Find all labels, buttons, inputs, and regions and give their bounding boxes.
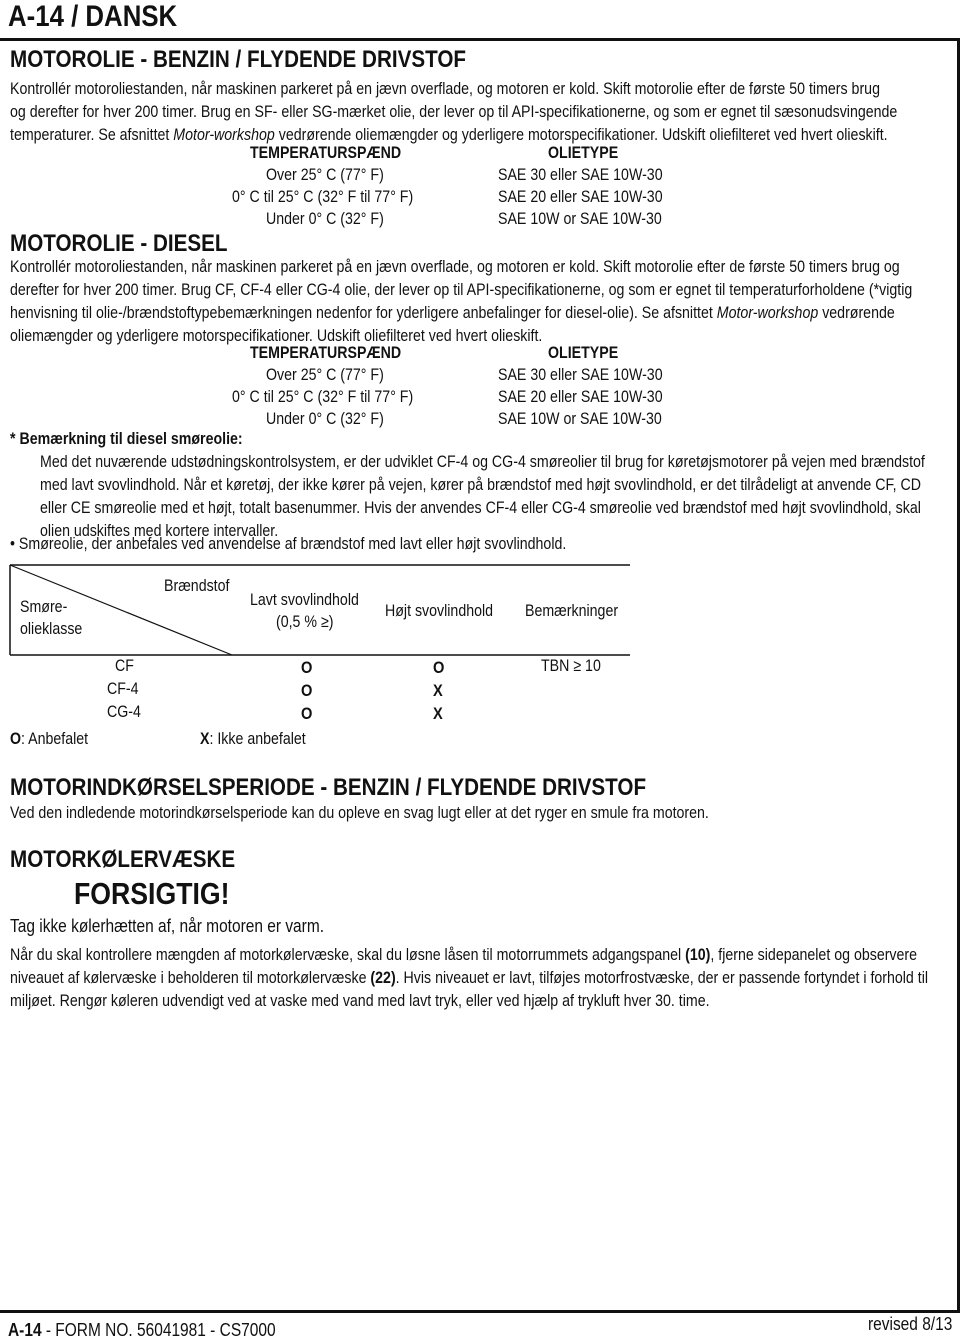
diesel-oil-line-2: derefter for hver 200 timer. Brug CF, CF-4 eller CG-4 olie, der lever op til API-specifikationerne, og som er egnet til temperaturforholdene (*vigtig (10, 281, 913, 299)
gasoline-oil-line-3-b: Se afsnittet (98, 126, 170, 144)
diesel-note-bullet: • Smøreolie, der anbefales ved anvendelse af brændstof med lavt eller højt svovlindhold. (10, 535, 567, 553)
diesel-note-line-4: olien udskiftes med kortere intervaller. (40, 522, 279, 540)
gasoline-oil-line-1: Kontrollér motoroliestanden, når maskinen parkeret på en jævn overflade, og motoren er kold. Skift motorolie efter de første 50 timers brug (10, 80, 880, 98)
gasoline-oil-heading: MOTOROLIE - BENZIN / FLYDENDE DRIVSTOF (10, 46, 467, 73)
page-title: A-14 / DANSK (8, 0, 178, 33)
coolant-ref-22: (22) (370, 969, 396, 987)
break-in-heading: MOTORINDKØRSELSPERIODE - BENZIN / FLYDENDE DRIVSTOF (10, 774, 647, 801)
legend-x-text: : Ikke anbefalet (209, 730, 306, 748)
coolant-line-1-a: Når du skal kontrollere mængden af motorkølervæske, skal du løsne låsen til motorrummets adgangspanel (10, 946, 682, 964)
diesel-note-line-1: Med det nuværende udstødningskontrolsystem, er der udviklet CF-4 og CG-4 smøreolier til brug for køretøjsmotorer på vejen med brændstof (40, 453, 925, 471)
sulfur-corner-fuel: Brændstof (164, 577, 230, 595)
gasoline-oil-workshop-ref: Motor-workshop (173, 126, 275, 144)
diesel-temp-header: TEMPERATURSPÆND (250, 344, 402, 362)
sulfur-row-3-high: X (433, 704, 443, 723)
coolant-line-1-b: , fjerne sidepanelet og observere (710, 946, 918, 964)
diesel-temp-row-2: 0° C til 25° C (32° F til 77° F) (232, 388, 414, 406)
caution-warning: Tag ikke kølerhætten af, når motoren er varm. (10, 916, 325, 936)
coolant-line-2-b: . Hvis niveauet er lavt, tilføjes motorfrostvæske, der er passende fortyndet i forhold til (395, 969, 929, 987)
legend-not-recommended (200, 730, 306, 749)
gasoline-temp-header: TEMPERATURSPÆND (250, 144, 402, 162)
coolant-line-3: miljøet. Rengør køleren udvendigt ved at vaske med vand med lavt tryk, eller ved hjælp af trykluft hver 30. time. (10, 992, 710, 1010)
sulfur-row-2-high: X (433, 681, 443, 700)
coolant-line-2-a: niveauet af kølervæske i beholderen til motorkølervæske (10, 969, 367, 987)
gasoline-temp-row-2: 0° C til 25° C (32° F til 77° F) (232, 188, 414, 206)
gasoline-oiltype-header: OLIETYPE (548, 144, 619, 162)
diesel-oil-row-2: SAE 20 eller SAE 10W-30 (498, 388, 663, 406)
gasoline-temp-row-1: Over 25° C (77° F) (266, 166, 384, 184)
gasoline-oil-row-3: SAE 10W or SAE 10W-30 (498, 210, 662, 228)
diesel-oil-row-1: SAE 30 eller SAE 10W-30 (498, 366, 663, 384)
legend-recommended (10, 730, 88, 749)
legend-o-key: O (10, 730, 22, 748)
footer-revised: revised 8/13 (868, 1314, 953, 1334)
diesel-oil-workshop-ref: Motor-workshop (716, 304, 819, 322)
diesel-oil-line-3-b: vedrørende (822, 304, 895, 322)
gasoline-oil-line-3-c: vedrørende oliemængder og yderligere motorspecifikationer. Udskift oliefilteret ved hvert olieskift. (278, 126, 888, 144)
sulfur-col-high: Højt svovlindhold (385, 602, 494, 620)
diesel-oiltype-header: OLIETYPE (548, 344, 619, 362)
diesel-oil-row-3: SAE 10W or SAE 10W-30 (498, 410, 662, 428)
diesel-temp-row-1: Over 25° C (77° F) (266, 366, 384, 384)
legend-o-text: : Anbefalet (21, 730, 89, 748)
diesel-note-heading: * Bemærkning til diesel smøreolie: (10, 430, 243, 448)
sulfur-col-low-2: (0,5 % ≥) (276, 613, 334, 631)
legend-x-key: X (200, 730, 210, 748)
coolant-line-1 (10, 944, 917, 967)
diesel-temp-row-3: Under 0° C (32° F) (266, 410, 384, 428)
gasoline-oil-row-2: SAE 20 eller SAE 10W-30 (498, 188, 663, 206)
gasoline-temp-row-3: Under 0° C (32° F) (266, 210, 384, 228)
footer-rule (0, 1310, 960, 1313)
diesel-oil-heading: MOTOROLIE - DIESEL (10, 230, 228, 257)
footer-page-number: A-14 (8, 1320, 42, 1340)
gasoline-oil-line-3-a: temperaturer. (10, 126, 95, 144)
footer-form-number (8, 1320, 276, 1341)
sulfur-col-low-1: Lavt svovlindhold (250, 591, 359, 609)
sulfur-row-1-low: O (301, 658, 313, 677)
diesel-note-line-2: med lavt svovlindhold. Når et køretøj, der ikke kører på vejen, kører på brændstof med højt svovlindhold, er det tilrådeligt at anvende CF, CD (40, 476, 921, 494)
sulfur-row-1-note: TBN ≥ 10 (541, 657, 601, 675)
gasoline-oil-line-2: og derefter for hver 200 timer. Brug en SF- eller SG-mærket olie, der lever op til API-specifikationerne, og som er egnet til sæsonudsvingende (10, 103, 898, 121)
coolant-heading: MOTORKØLERVÆSKE (10, 846, 236, 873)
sulfur-col-notes: Bemærkninger (525, 602, 619, 620)
footer-form-text: - FORM NO. 56041981 - CS7000 (41, 1320, 276, 1340)
diesel-oil-line-1: Kontrollér motoroliestanden, når maskinen parkeret på en jævn overflade, og motoren er kold. Skift motorolie efter de første 50 timers brug og (10, 258, 900, 276)
coolant-ref-10: (10) (685, 946, 711, 964)
caution-title: FORSIGTIG! (74, 876, 230, 911)
sulfur-row-3-class: CG-4 (107, 703, 141, 721)
diesel-oil-line-3-a: henvisning til olie-/brændstoftypebemærkningen nedenfor for yderligere anbefalinger for diesel-olie). Se afsnittet (10, 304, 713, 322)
sulfur-corner-oil-2: olieklasse (20, 620, 83, 638)
sulfur-corner-oil-1: Smøre- (20, 598, 68, 616)
gasoline-oil-row-1: SAE 30 eller SAE 10W-30 (498, 166, 663, 184)
sulfur-row-1-class: CF (115, 657, 134, 675)
break-in-text: Ved den indledende motorindkørselsperiode kan du opleve en svag lugt eller at det ryger en smule fra motoren. (10, 804, 709, 822)
diesel-oil-line-4: oliemængder og yderligere motorspecifikationer. Udskift oliefilteret ved hvert olieskift. (10, 327, 543, 345)
coolant-line-2 (10, 967, 928, 990)
sulfur-row-3-low: O (301, 704, 313, 723)
sulfur-row-2-class: CF-4 (107, 680, 139, 698)
sulfur-row-2-low: O (301, 681, 313, 700)
diesel-note-line-3: eller CE smøreolie med et højt, totalt basenummer. Hvis der anvendes CF-4 eller CG-4 smøreolie ved brændstof med højt svovlindhold, skal (40, 499, 921, 517)
sulfur-row-1-high: O (433, 658, 445, 677)
